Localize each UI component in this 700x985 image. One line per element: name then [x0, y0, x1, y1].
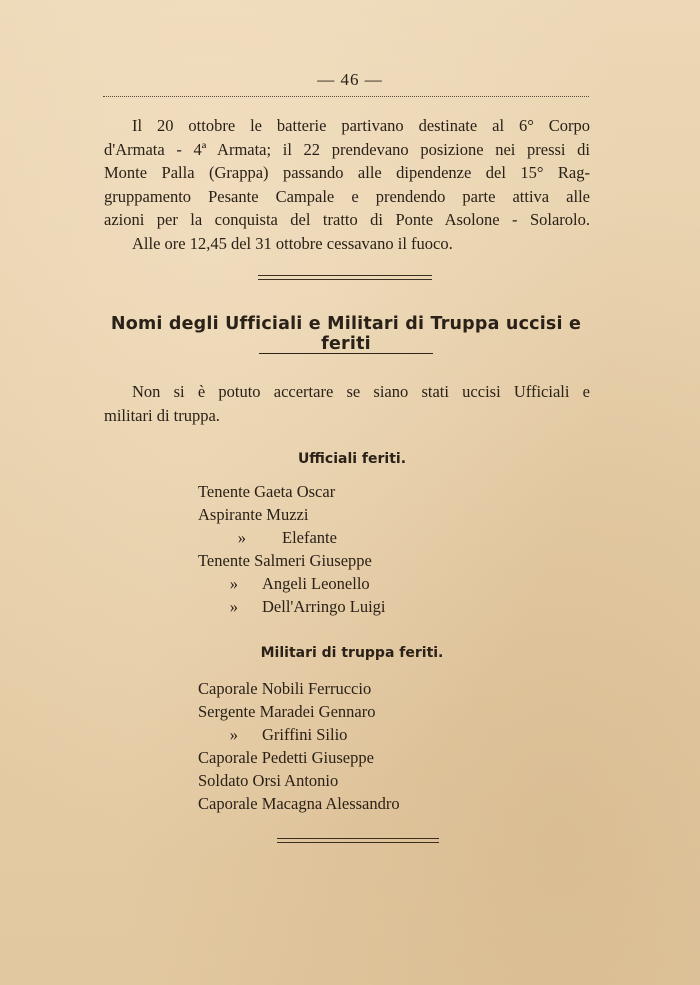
title-underline [259, 353, 433, 354]
list-item: » Angeli Leonello [229, 574, 370, 593]
list-item: Sergente Maradei Gennaro [198, 702, 376, 721]
list-item: Soldato Orsi Antonio [198, 771, 339, 790]
section-title: Nomi degli Ufficiali e Militari di Truppa uccisi e feriti [110, 314, 582, 354]
paragraph-line: azioni per la conquista del tratto di Ponte Asolone - Solarolo. [104, 210, 590, 229]
paragraph-battery-movements [104, 114, 590, 232]
list-item: Caporale Nobili Ferruccio [198, 679, 372, 698]
troops-list [198, 677, 498, 815]
list-item: Tenente Gaeta Oscar [198, 482, 336, 501]
list-item: » Dell'Arringo Luigi [229, 597, 386, 616]
paragraph-line: Monte Palla (Grappa) passando alle dipendenze del 15° Rag- [104, 163, 590, 182]
paragraph-line: Non si è potuto accertare se siano stati uccisi Ufficiali e [132, 382, 590, 401]
paragraph-ceasefire: Alle ore 12,45 del 31 ottobre cessavano il fuoco. [132, 234, 453, 253]
paragraph-line: Il 20 ottobre le batterie partivano destinate al 6° Corpo [132, 116, 590, 135]
officers-list [198, 480, 498, 618]
page-number: — 46 — [317, 70, 383, 89]
list-item: Caporale Macagna Alessandro [198, 794, 400, 813]
list-item: » Elefante [237, 528, 337, 547]
troops-heading: Militari di truppa feriti. [260, 645, 444, 661]
list-item: Caporale Pedetti Giuseppe [198, 748, 374, 767]
double-rule-divider [277, 838, 439, 843]
header-dotted-rule [103, 96, 589, 97]
paragraph-line: militari di truppa. [104, 405, 220, 425]
double-rule-divider [258, 275, 432, 280]
list-item: Tenente Salmeri Giuseppe [198, 551, 372, 570]
list-item: » Griffini Silio [229, 725, 348, 744]
paragraph-uncertain-deaths [104, 380, 590, 427]
paragraph-line: d'Armata - 4ª Armata; il 22 prendevano posizione nei pressi di [104, 139, 590, 159]
paragraph-line: gruppamento Pesante Campale e prendendo parte attiva alle [104, 186, 590, 206]
officers-heading: Ufficiali feriti. [297, 451, 407, 467]
list-item: Aspirante Muzzi [198, 505, 309, 524]
